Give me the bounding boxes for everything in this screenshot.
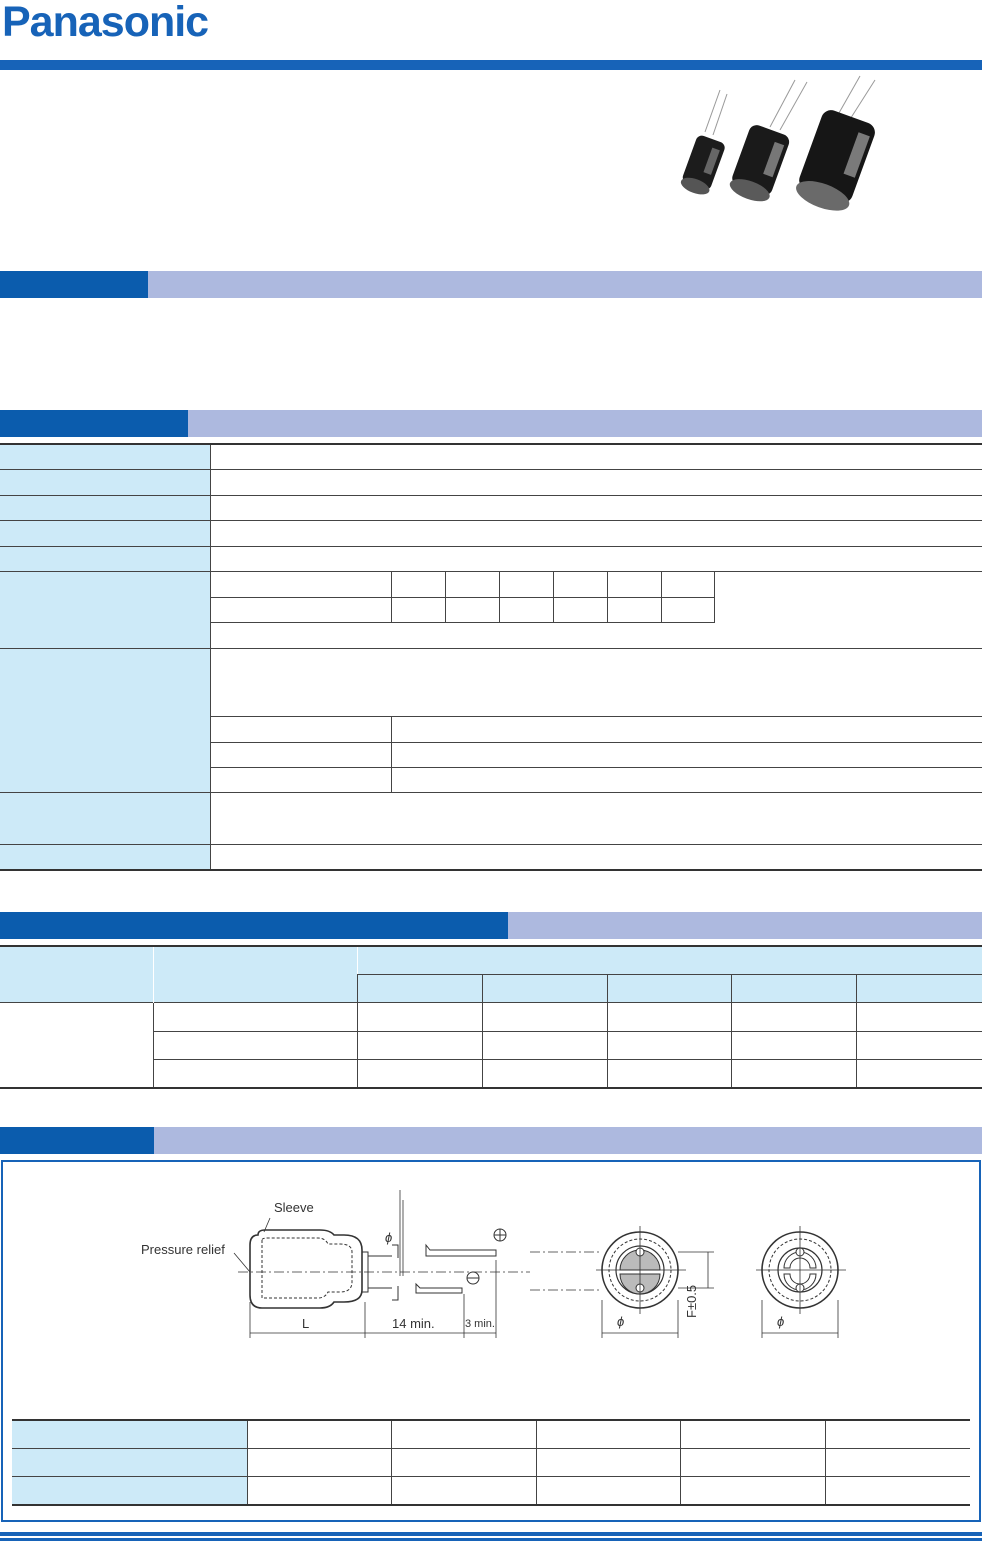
dim-L-label: L <box>302 1316 310 1331</box>
section-bar-3-fill <box>508 912 982 939</box>
freq-header-subrule <box>357 974 982 975</box>
section-bar-4-title <box>0 1127 154 1154</box>
dim-row-rule <box>12 1476 970 1477</box>
dim-col-divider <box>825 1421 826 1504</box>
spec-subgrid-line <box>499 572 500 622</box>
dim-phi-lead: ϕ <box>385 1230 393 1245</box>
dim-col-divider <box>247 1421 248 1504</box>
freq-col-divider <box>357 975 358 1087</box>
section-bar-2-title <box>0 410 188 437</box>
dim-label-cell <box>12 1449 247 1476</box>
spec-row-rule <box>0 546 982 547</box>
dim-lead-min-label: 14 min. <box>392 1316 435 1331</box>
freq-row-rule <box>153 1059 982 1060</box>
freq-col-divider <box>607 975 608 1087</box>
capacitor-small <box>679 134 727 198</box>
spec-row-rule <box>0 648 982 649</box>
dim-table-bottom-rule <box>12 1504 970 1506</box>
spec-row-rule <box>0 469 982 470</box>
section-bar-1-title <box>0 271 148 298</box>
footer-bar-bottom <box>0 1538 982 1541</box>
spec-row-rule <box>0 792 982 793</box>
capacitor-medium <box>727 123 791 206</box>
dim-label-cell <box>12 1477 247 1504</box>
spec-label-cell <box>0 649 210 792</box>
section-bar-1-fill <box>148 271 982 298</box>
panasonic-logo: Panasonic <box>2 0 209 46</box>
spec-label-cell <box>0 845 210 869</box>
spec-subgrid-line <box>714 572 715 622</box>
dim-col-divider <box>391 1421 392 1504</box>
section-bar-4-fill <box>154 1127 982 1154</box>
footer-bar-top <box>0 1532 982 1536</box>
dim-col-divider <box>536 1421 537 1504</box>
spec-row-rule <box>0 520 982 521</box>
freq-col-divider <box>856 975 857 1087</box>
freq-header-bottom-rule <box>0 1002 982 1003</box>
spec-label-cell <box>0 470 210 495</box>
spec-row-rule <box>0 571 982 572</box>
dim-col-divider <box>680 1421 681 1504</box>
spec-subrow-rule <box>210 716 982 717</box>
dim-phi-body-2: ϕ <box>777 1314 785 1329</box>
freq-col-divider <box>482 975 483 1087</box>
header-bar <box>0 60 982 70</box>
spec-label-cell <box>0 547 210 571</box>
dim-label-cell <box>12 1421 247 1448</box>
freq-col-divider <box>731 975 732 1087</box>
dim-tail-min-label: 3 min. <box>465 1318 495 1330</box>
freq-row-rule <box>153 1031 982 1032</box>
section-bar-3-title <box>0 912 508 939</box>
spec-subgrid-line <box>661 572 662 622</box>
spec-subgrid-line <box>607 572 608 622</box>
spec-label-cell <box>0 445 210 469</box>
dimension-drawing <box>130 1190 860 1350</box>
spec-subgrid-line <box>553 572 554 622</box>
spec-row-rule <box>0 495 982 496</box>
sleeve-label: Sleeve <box>274 1200 314 1215</box>
freq-table-bottom-rule <box>0 1087 982 1089</box>
spec-label-cell <box>0 793 210 844</box>
spec-label-cell <box>0 496 210 520</box>
spec-subrow-rule <box>210 597 715 598</box>
pressure-relief-label: Pressure relief <box>141 1242 225 1257</box>
spec-subgrid-line <box>445 572 446 622</box>
spec-subgrid-line <box>391 717 392 792</box>
section-bar-2-fill <box>188 410 982 437</box>
spec-row-rule <box>0 844 982 845</box>
spec-label-divider <box>210 445 211 869</box>
spec-subrow-rule <box>210 767 982 768</box>
spec-subrow-rule <box>210 742 982 743</box>
freq-col-divider <box>153 1003 154 1087</box>
spec-label-cell <box>0 521 210 546</box>
capacitor-photo <box>675 72 890 212</box>
spec-subrow-rule <box>210 622 715 623</box>
spec-subgrid-line <box>391 572 392 622</box>
dim-row-rule <box>12 1448 970 1449</box>
spec-table-bottom-rule <box>0 869 982 871</box>
dim-F-label: F±0.5 <box>684 1284 699 1318</box>
spec-label-cell <box>0 572 210 648</box>
capacitor-large <box>792 107 877 212</box>
freq-col-divider <box>357 947 358 974</box>
dim-phi-body: ϕ <box>617 1314 625 1329</box>
